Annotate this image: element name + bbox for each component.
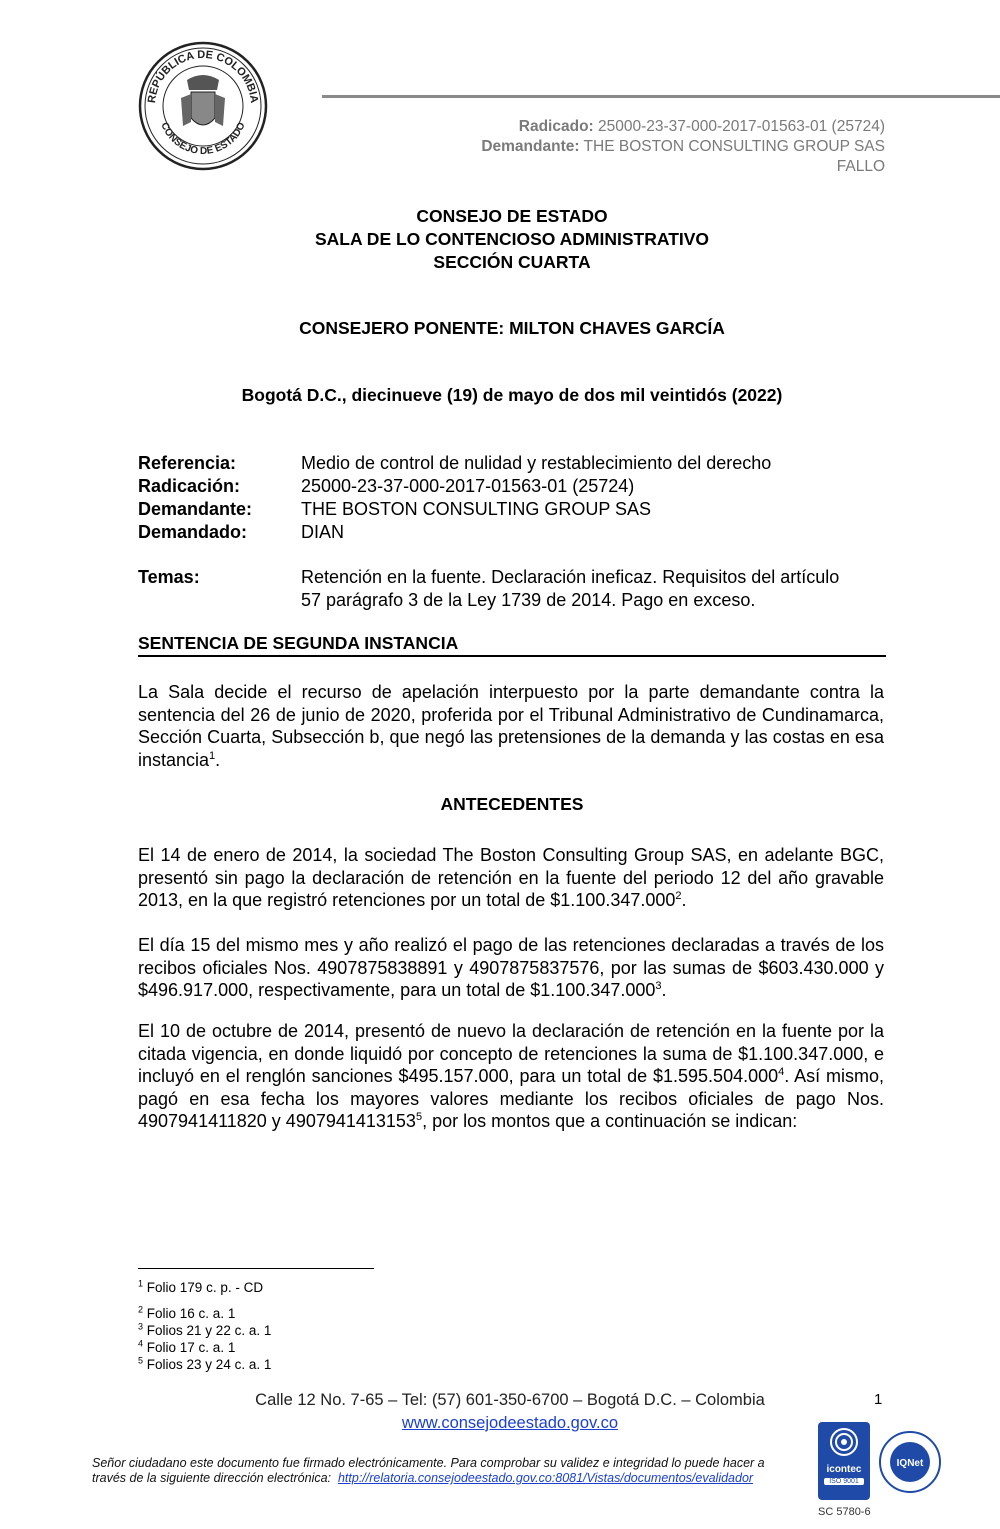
- temas-value-2: 57 parágrafo 3 de la Ley 1739 de 2014. Pago en exceso.: [301, 590, 756, 610]
- paragraph-3: El día 15 del mismo mes y año realizó el pago de las retenciones declaradas a través de los recibos oficiales Nos. 4907875838891 y 4907875837576, por las sumas de $603.430.000 y $496.917.000, respectivamente, para un total de $1.100.347.000$^3$.: [138, 935, 884, 1001]
- icontec-badge: icontec ISO 9001: [818, 1422, 870, 1500]
- doc-type: FALLO: [836, 158, 885, 175]
- footer-address: Calle 12 No. 7-65 – Tel: (57) 601-350-6700 – Bogotá D.C. – Colombia: [255, 1391, 765, 1409]
- validation-link[interactable]: http://relatoria.consejodeestado.gov.co:8081/Vistas/documentos/evalidador: [337, 1471, 754, 1485]
- section-title: SENTENCIA DE SEGUNDA INSTANCIA: [138, 633, 886, 657]
- heading-line-3: SECCIÓN CUARTA: [433, 252, 591, 272]
- radicado-label: Radicado:: [518, 118, 594, 135]
- footnote-3: $^3$ Folios 21 y 22 c. a. 1: [138, 1321, 272, 1338]
- page-number: 1: [874, 1391, 883, 1408]
- electronic-signature-notice: Señor ciudadano este documento fue firmado electrónicamente. Para comprobar su validez e integridad lo puede hacer a través de la siguiente dirección electrónica: http://relatoria.consejodeestado.gov.co:8081/Vistas/documentos/evalidador: [92, 1456, 765, 1485]
- iqnet-badge: [878, 1430, 942, 1494]
- radicado-value: 25000-23-37-000-2017-01563-01 (25724): [598, 118, 885, 135]
- demandado-label: Demandado:: [138, 522, 248, 542]
- referencia-label: Referencia:: [138, 453, 237, 473]
- temas-label: Temas:: [138, 567, 200, 587]
- footnote-ref-4[interactable]: 4: [778, 1066, 785, 1079]
- date-line: Bogotá D.C., diecinueve (19) de mayo de dos mil veintidós (2022): [241, 385, 783, 405]
- footnote-4: $^4$ Folio 17 c. a. 1: [138, 1338, 236, 1355]
- footnote-5: $^5$ Folios 23 y 24 c. a. 1: [138, 1355, 272, 1372]
- demandante-label: Demandante:: [138, 499, 253, 519]
- radicacion-label: Radicación:: [138, 476, 241, 496]
- footnote-2: $^2$ Folio 16 c. a. 1: [138, 1304, 236, 1321]
- temas-value-1: Retención en la fuente. Declaración ineficaz. Requisitos del artículo: [301, 567, 840, 587]
- paragraph-1: La Sala decide el recurso de apelación interpuesto por la parte demandante contra la sentencia del 26 de junio de 2020, proferida por el Tribunal Administrativo de Cundinamarca, Sección Cuarta, Subsección b, que negó las pretensiones de la demanda y las costas en esa instancia$^1$.: [138, 682, 884, 770]
- temas: [138, 566, 888, 612]
- ponente: CONSEJERO PONENTE: MILTON CHAVES GARCÍA: [299, 318, 725, 338]
- footnote-1: $^1$ Folio 179 c. p. - CD: [138, 1278, 264, 1295]
- footer-website-link[interactable]: www.consejodeestado.gov.co: [401, 1414, 619, 1432]
- header-rule: [322, 95, 1000, 98]
- svg-text:CONSEJO DE ESTADO: CONSEJO DE ESTADO: [158, 120, 248, 158]
- heading-line-2: SALA DE LO CONTENCIOSO ADMINISTRATIVO: [314, 229, 710, 249]
- demandado-value: DIAN: [301, 522, 345, 542]
- sc-code: SC 5780-6: [818, 1506, 871, 1518]
- referencia-value: Medio de control de nulidad y restablecimiento del derecho: [301, 453, 772, 473]
- svg-text:REPÚBLICA DE COLOMBIA: REPÚBLICA DE COLOMBIA: [145, 48, 261, 104]
- paragraph-2: El 14 de enero de 2014, la sociedad The Boston Consulting Group SAS, en adelante BGC, presentó sin pago la declaración de retención en la fuente del periodo 12 del año gravable 2013, en la que registró retenciones por un total de $1.100.347.000$^2$.: [138, 845, 884, 911]
- footnote-ref-3[interactable]: 3: [655, 980, 662, 993]
- running-header: [481, 117, 885, 177]
- svg-text:IQNet: IQNet: [896, 1458, 924, 1469]
- consejo-de-estado-seal: [137, 40, 269, 172]
- radicacion-value: 25000-23-37-000-2017-01563-01 (25724): [301, 476, 635, 496]
- demandante-value: THE BOSTON CONSULTING GROUP SAS: [583, 138, 885, 155]
- footnote-separator: [138, 1268, 374, 1269]
- case-metadata: [138, 452, 888, 544]
- court-heading: [137, 205, 887, 274]
- footnote-ref-2[interactable]: 2: [675, 890, 682, 903]
- demandante-label: Demandante:: [481, 138, 580, 155]
- antecedentes-heading: ANTECEDENTES: [440, 794, 584, 814]
- icontec-fingerprint-icon: [818, 1422, 870, 1462]
- paragraph-4: El 10 de octubre de 2014, presentó de nuevo la declaración de retención en la fuente por la citada vigencia, en donde liquidó por concepto de retenciones la suma de $1.100.347.000, e incluyó en el renglón sanciones $495.157.000, para un total de $1.595.504.000$^4$. Así mismo, pagó en esa fecha los mayores valores mediante los recibos oficiales de pago Nos. 4907941411820 y 4907941413153$^5$, por los montos que a continuación se indican:: [138, 1021, 885, 1132]
- footnote-ref-5[interactable]: 5: [415, 1111, 423, 1124]
- heading-line-1: CONSEJO DE ESTADO: [416, 206, 608, 226]
- demandante-value: THE BOSTON CONSULTING GROUP SAS: [301, 499, 652, 519]
- footnote-ref-1[interactable]: 1: [209, 749, 216, 762]
